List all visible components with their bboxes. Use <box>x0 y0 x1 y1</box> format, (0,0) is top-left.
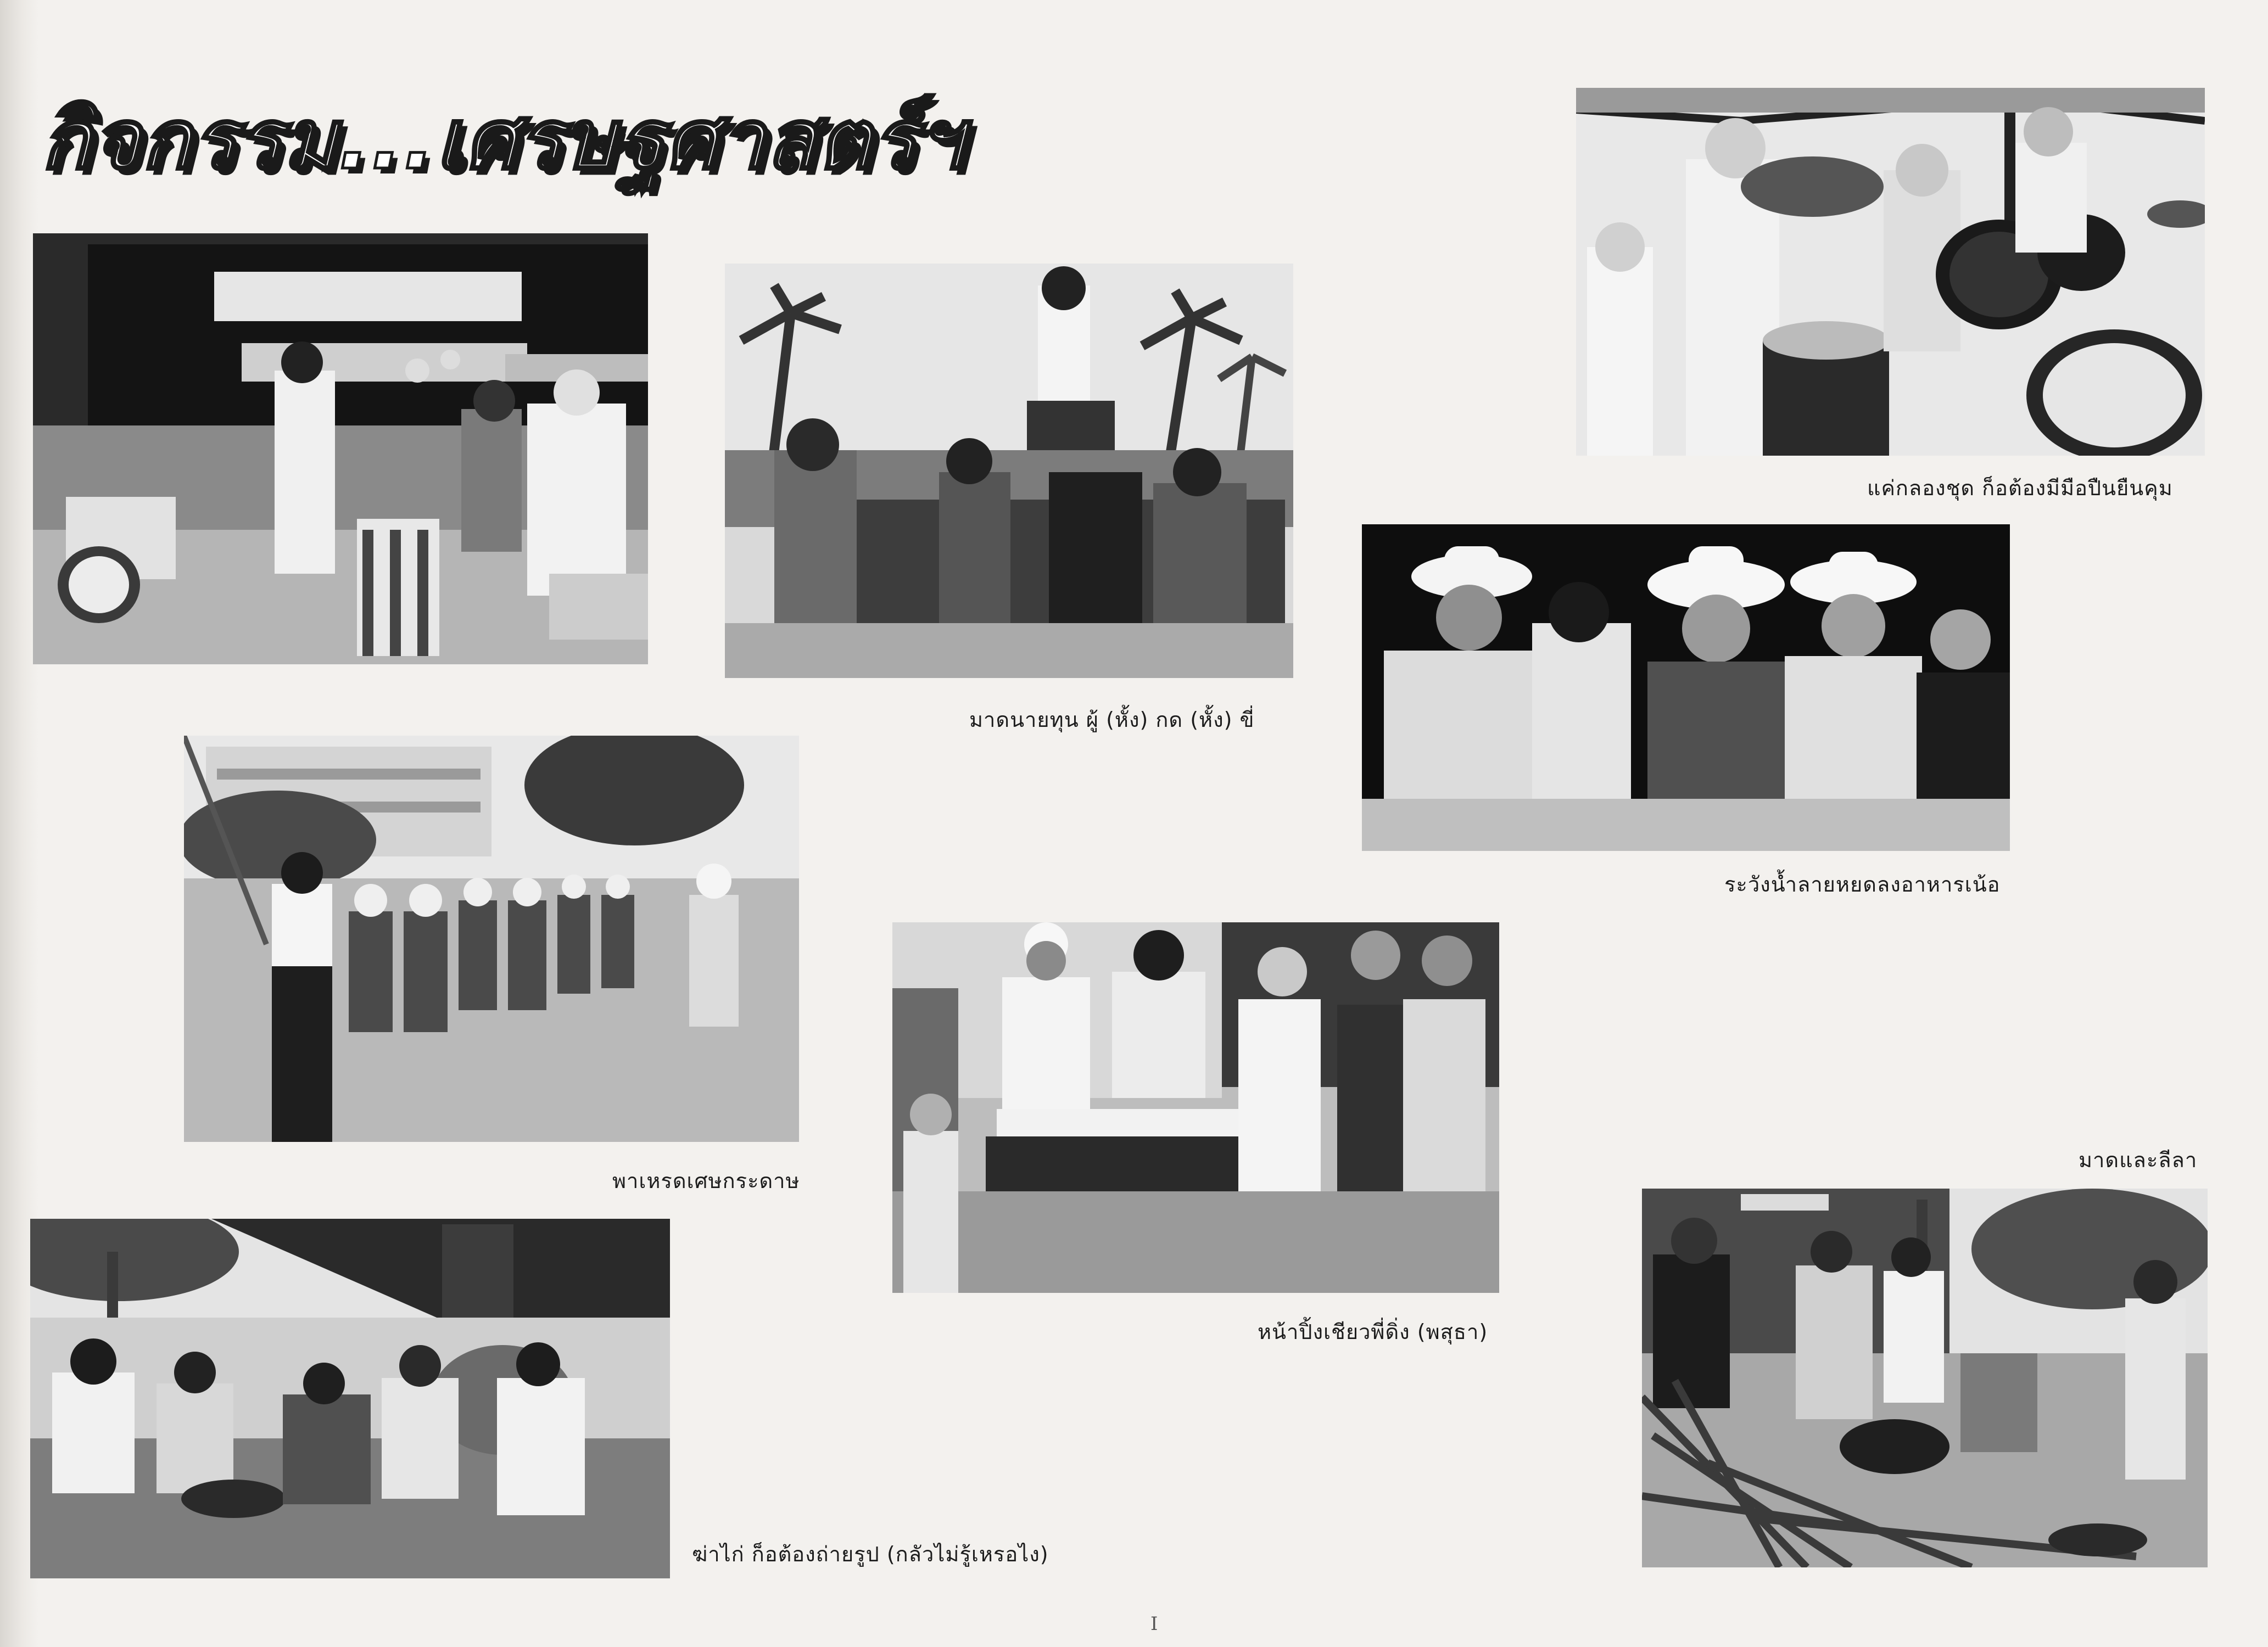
caption-chicken: ฆ่าไก่ ก็อต้องถ่ายรูป (กลัวไม่รู้เหรอไง) <box>692 1542 1049 1566</box>
caption-style: มาดและลีลา <box>2079 1148 2198 1172</box>
boss-photo <box>725 264 1293 678</box>
page-mark: I <box>1150 1613 1158 1635</box>
stage-band-photo <box>33 233 648 664</box>
caption-cowboys: ระวังน้ำลายหยดลงอาหารเน้อ <box>1724 872 2001 897</box>
parade-photo <box>184 736 799 1142</box>
firewood-cooking-photo <box>1642 1189 2208 1567</box>
caption-boss: มาดนายทุน ผู้ (หั้ง) กด (หั้ง) ขี่ <box>969 708 1255 732</box>
caption-stall: หน้าปิ้งเชียวพี่ดิ่ง (พสุธา) <box>1258 1320 1488 1344</box>
caption-parade: พาเหรดเศษกระดาษ <box>612 1169 800 1193</box>
page-title: กิจกรรม...เศรษฐศาสตร์ฯ <box>41 92 965 188</box>
cooking-outdoors-photo <box>30 1219 670 1578</box>
drummer-photo <box>1576 88 2205 456</box>
food-stall-photo <box>892 922 1499 1293</box>
caption-drums: แค่กลองชุด ก็อต้องมีมือปืนยืนคุม <box>1867 476 2173 500</box>
cowboy-hats-photo <box>1362 524 2010 851</box>
